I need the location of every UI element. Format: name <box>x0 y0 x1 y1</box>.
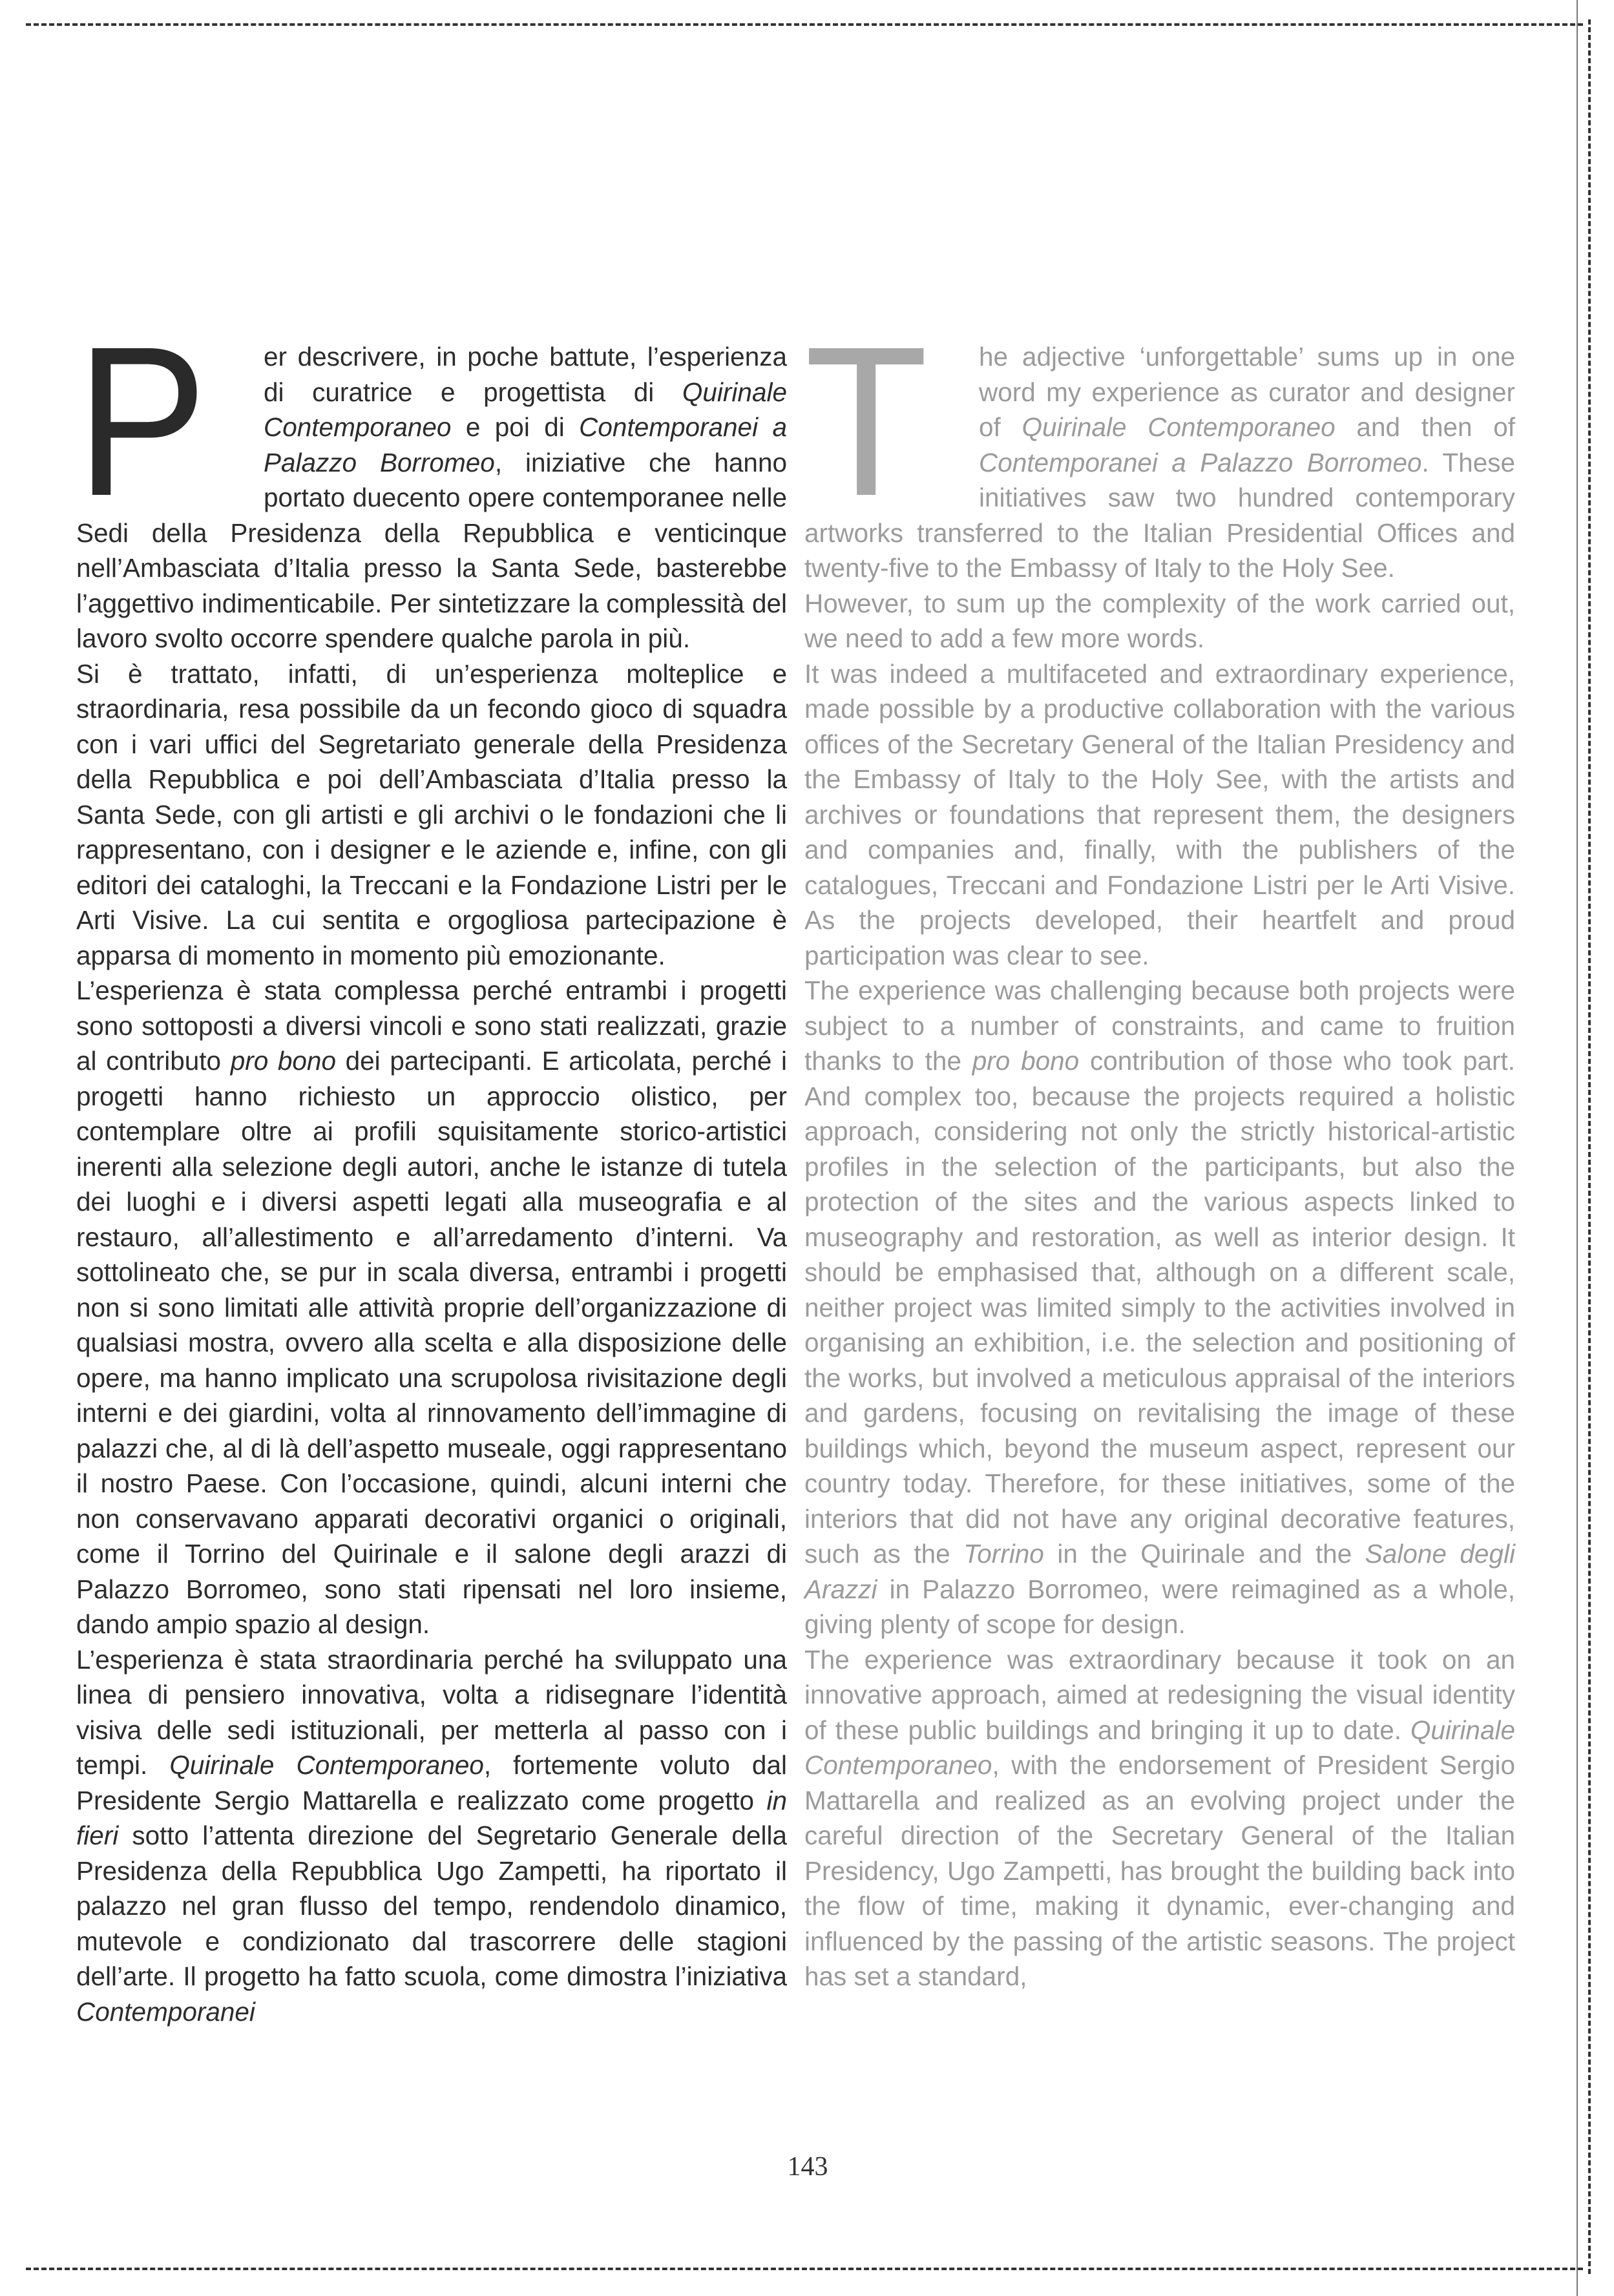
english-paragraph-4: The experience was extraordinary because it took on an innovative approach, aimed at redesigning the visual identity of these public buildings and bringing it up to date. Quirinale Contemporaneo, with the endorsement of President Sergio Mattarella and realized as an evolving project under the careful direction of the Secretary General of the Italian Presidency, Ugo Zampetti, has brought the building back into the flow of time, making it dynamic, ever-changing and influenced by the passing of the artistic seasons. The project has set a standard, <box>804 1644 1515 1991</box>
italian-paragraph-1: P er descrivere, in poche battute, l’esperienza di curatrice e progettista di Quirinale Contemporaneo e poi di Contemporanei a Palazzo Borromeo, iniziative che hanno portato duecento opere contemporanee nelle Sedi della Presidenza della Repubblica e venticinque nell’Ambasciata d’Italia presso la Santa Sede, basterebbe l’aggettivo indimenticabile. Per sintetizzare la complessità del lavoro svolto occorre spendere qualche parola in più. <box>76 302 788 653</box>
crop-mark-right <box>1588 19 1591 2274</box>
english-paragraph-3: The experience was challenging because both projects were subject to a number of constraints, and came to fruition thanks to the pro bono contribution of those who took part. And complex too, because the projects required a holistic approach, considering not only the strictly historical-artistic profiles in the selection of the participants, but also the protection of the sites and the various aspects linked to museography and restoration, as well as interior design. It should be emphasised that, although on a different scale, neither project was limited simply to the activities involved in organising an exhibition, i.e. the selection and positioning of the works, but involved a meticulous appraisal of the interiors and gardens, focusing on revitalising the image of these buildings which, beyond the museum aspect, represent our country today. Therefore, for these initiatives, some of the interiors that did not have any original decorative features, such as the Torrino in the Quirinale and the Salone degli Arazzi in Palazzo Borromeo, were reimagined as a whole, giving plenty of scope for design. <box>804 976 1515 1639</box>
italian-paragraph-2: Si è trattato, infatti, di un’esperienza molteplice e straordinaria, resa possibile da un fecondo gioco di squadra con i vari uffici del Segretariato generale della Presidenza della Repubblica e poi dell’Ambasciata d’Italia presso la Santa Sede, con gli artisti e gli archivi o le fondazioni che li rappresentano, con i designer e le aziende e, infine, con gli editori dei cataloghi, la Treccani e la Fondazione Listri per le Arti Visive. La cui sentita e orgogliosa partecipazione è apparsa di momento in momento più emozionante. <box>76 658 787 970</box>
crop-mark-bottom <box>26 2268 1583 2270</box>
english-text-column <box>804 302 1515 1994</box>
page-edge <box>1577 0 1578 2296</box>
english-paragraph-1b: However, to sum up the complexity of the work carried out, we need to add a few more words. <box>804 588 1515 653</box>
italian-dropcap: P <box>76 302 207 540</box>
english-dropcap: T <box>804 302 928 540</box>
english-paragraph-1: T he adjective ‘unforgettable’ sums up in one word my experience as curator and designer of Quirinale Contemporaneo and then of Contemporanei a Palazzo Borromeo. These initiatives saw two hundred contemporary artworks transferred to the Italian Presidential Offices and twenty-five to the Embassy of Italy to the Holy See. <box>804 302 1515 583</box>
italian-paragraph-4: L’esperienza è stata straordinaria perché ha sviluppato una linea di pensiero innovativa, volta a ridisegnare l’identità visiva delle sedi istituzionali, per metterla al passo con i tempi. Quirinale Contemporaneo, fortemente voluto dal Presidente Sergio Mattarella e realizzato come progetto in fieri sotto l’attenta direzione del Segretario Generale della Presidenza della Repubblica Ugo Zampetti, ha riportato il palazzo nel gran flusso del tempo, rendendolo dinamico, mutevole e condizionato dal trascorrere delle stagioni dell’arte. Il progetto ha fatto scuola, come dimostra l’iniziativa Contemporanei <box>76 1644 787 2027</box>
italian-text-column <box>76 302 788 2029</box>
english-paragraph-2: It was indeed a multifaceted and extraordinary experience, made possible by a productive collaboration with the various offices of the Secretary General of the Italian Presidency and the Embassy of Italy to the Holy See, with the artists and archives or foundations that represent them, the designers and companies and, finally, with the publishers of the catalogues, Treccani and Fondazione Listri per le Arti Visive. As the projects developed, their heartfelt and proud participation was clear to see. <box>804 658 1515 970</box>
crop-mark-top <box>26 23 1583 26</box>
italian-paragraph-3: L’esperienza è stata complessa perché entrambi i progetti sono sottoposti a diversi vincoli e sono stati realizzati, grazie al contributo pro bono dei partecipanti. E articolata, perché i progetti hanno richiesto un approccio olistico, per contemplare oltre ai profili squisitamente storico-artistici inerenti alla selezione degli autori, anche le istanze di tutela dei luoghi e i diversi aspetti legati alla museografia e al restauro, all’allestimento e all’arredamento d’interni. Va sottolineato che, se pur in scala diversa, entrambi i progetti non si sono limitati alle attività proprie dell’organizzazione di qualsiasi mostra, ovvero alla scelta e alla disposizione delle opere, ma hanno implicato una scrupolosa rivisitazione degli interni e dei giardini, volta al rinnovamento dell’immagine di palazzi che, al di là dell’aspetto museale, oggi rappresentano il nostro Paese. Con l’occasione, quindi, alcuni interni che non conservavano apparati decorativi organici o originali, come il Torrino del Quirinale e il salone degli arazzi di Palazzo Borromeo, sono stati ripensati nel loro insieme, dando ampio spazio al design. <box>76 976 788 1639</box>
page-number: 143 <box>787 2152 828 2182</box>
